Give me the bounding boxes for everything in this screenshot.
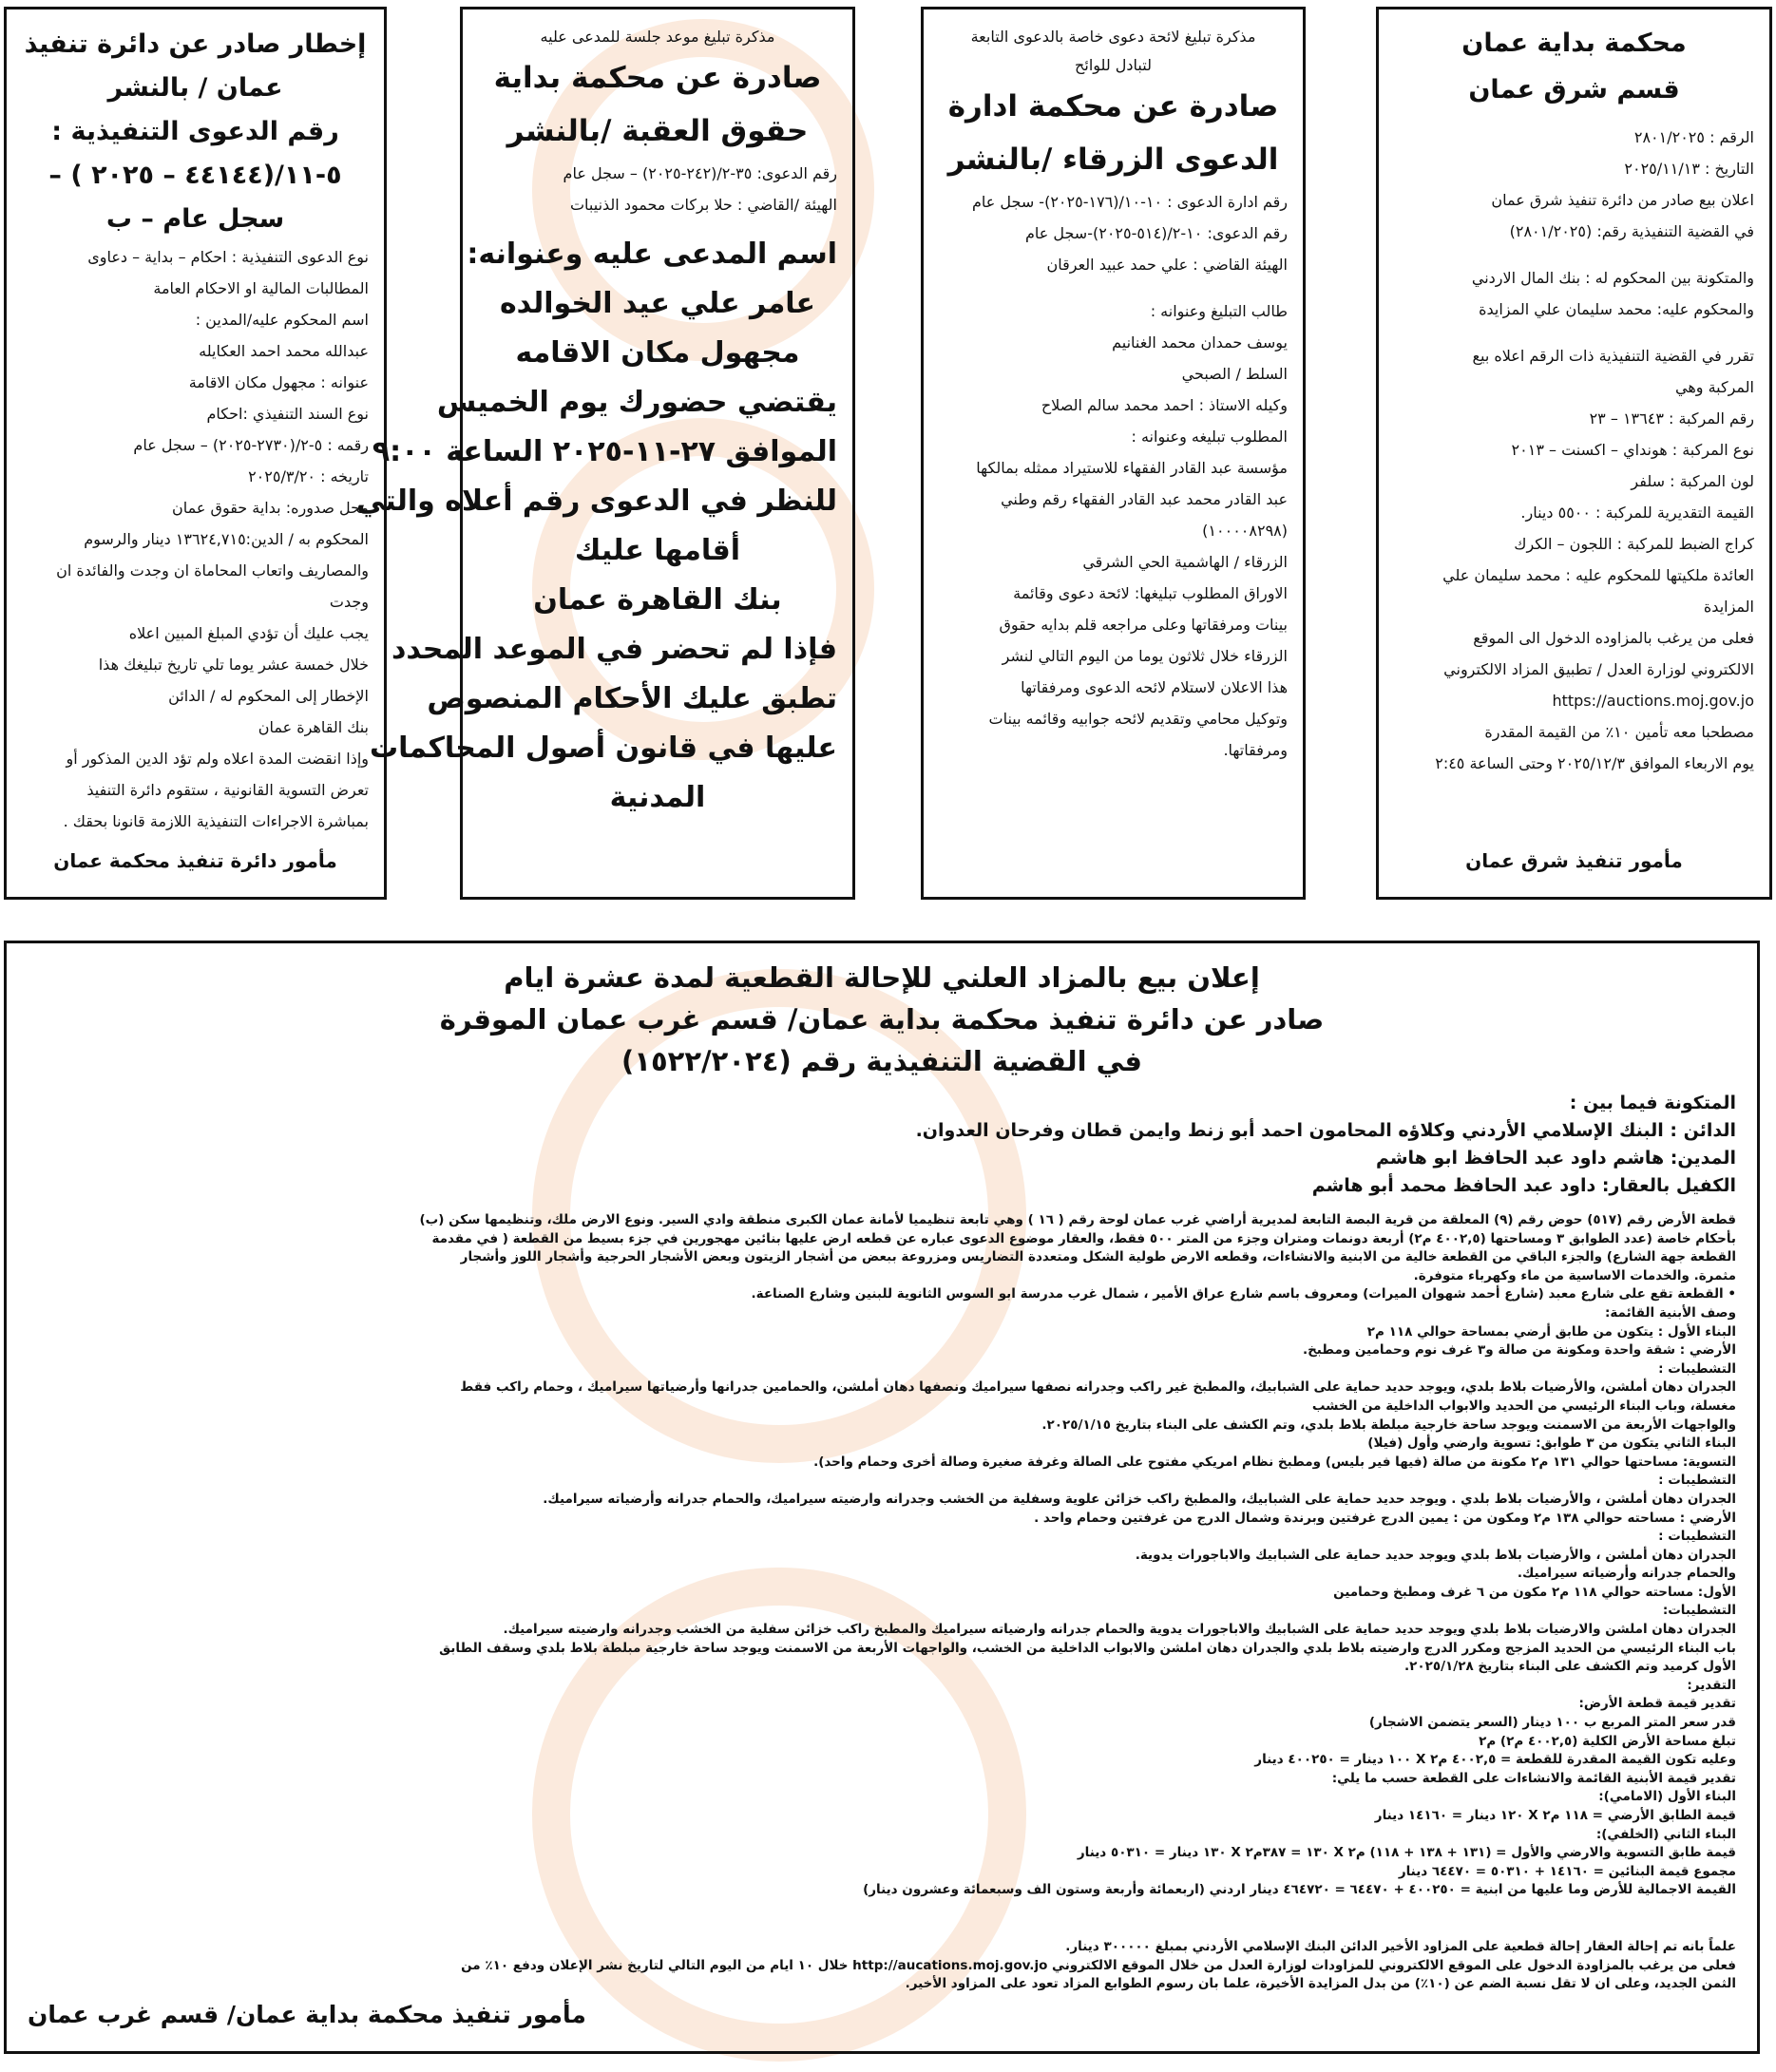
notice-line: محل صدوره: بداية حقوق عمان: [172, 499, 369, 517]
notice-line: والمصاريف واتعاب المحاماة ان وجدت والفائدة ان: [56, 561, 369, 580]
notice-line: رقم الدعوى: ٣٥-٢/(٢٤٢-٢٠٢٥) – سجل عام: [563, 164, 837, 182]
notice-titles: [28, 957, 1736, 1082]
notice-line: السلط / الصبحي: [1181, 365, 1288, 383]
notice-line: تقرر في القضية التنفيذية ذات الرقم اعلاه بيع: [1472, 347, 1754, 365]
detail-line: التقدير:: [1687, 1677, 1736, 1693]
notice-line: المحكوم به / الدين:١٣٦٢٤,٧١٥ دينار والرسوم: [84, 530, 369, 548]
notice-line: المركبة وهي: [1674, 378, 1754, 396]
notice-title: الدعوى الزرقاء /بالنشر: [947, 143, 1279, 177]
detail-line: باب البناء الرئيسي من الحديد المزجج ومكرر الدرج وارضيته بلاط بلدي والجدران دهان املشن والابواب الداخلية من الخشب، والواجهات الأربعة من الاسمنت ويوجد ساحة خارجية مبلطة بلاط بلدي وسقف الطابق: [439, 1640, 1736, 1656]
notice-line: مصطحبا معه تأمين ١٠٪ من القيمة المقدرة: [1484, 723, 1754, 741]
notice-line: بنك القاهرة عمان: [258, 718, 369, 736]
notice-line: وإذا انقضت المدة اعلاه ولم تؤد الدين المذكور أو: [66, 750, 369, 768]
notice-header: مذكرة تبليغ موعد جلسة للمدعى عليه: [540, 28, 775, 46]
signature: مأمور تنفيذ شرق عمان: [1465, 849, 1683, 872]
notice-big-line: يقتضي حضورك يوم الخميس: [436, 386, 837, 419]
notice-line: يوسف حمدان محمد الغنانيم: [1112, 333, 1288, 352]
detail-line: الأول: مساحته حوالي ١١٨ م٢ مكون من ٦ غرف ومطبخ وحمامين: [1333, 1584, 1736, 1600]
notice-big-line: الموافق ٢٧-١١-٢٠٢٥ الساعة ٩:٠٠: [372, 435, 837, 468]
notice-title: ٥-١١/(٤٤١٤٤ – ٢٠٢٥ ) –: [48, 161, 342, 190]
notice-title: صادر عن دائرة تنفيذ محكمة بداية عمان/ قسم غرب عمان الموقرة: [439, 1003, 1325, 1036]
notice-title: عمان / بالنشر: [107, 73, 283, 103]
detail-line: الأرضي : مساحته حوالي ١٣٨ م٢ ومكون من : يمين الدرج غرفتين وبرندة وشمال الدرج من غرفتين وحمام واحد .: [1034, 1510, 1736, 1526]
detail-line: مغسلة، وباب البناء الرئيسي من الحديد والابواب الداخلية من الخشب: [1311, 1397, 1736, 1414]
notice-line: العائدة ملكيتها للمحكوم عليه : محمد سليمان علي: [1442, 566, 1754, 584]
notice-headers: [939, 23, 1288, 80]
notice-amman-execution: [4, 7, 387, 900]
notice-big-line: للنظر في الدعوى رقم أعلاه والتي: [355, 485, 837, 518]
notice-line: يجب عليك أن تؤدي المبلغ المبين اعلاه: [128, 624, 369, 642]
detail-line: مجموع قيمة البنائين = ١٤١٦٠ + ٥٠٣١٠ = ٦٤٤٧٠ دينار: [1398, 1863, 1736, 1879]
detail-line: البناء الثاني (الخلفي):: [1595, 1826, 1736, 1842]
notice-titles: [478, 51, 837, 158]
notice-title: إعلان بيع بالمزاد العلني للإحالة القطعية لمدة عشرة ايام: [504, 961, 1260, 994]
notice-line: ومرفقاتها.: [1223, 741, 1288, 759]
notice-line: نوع الدعوى التنفيذية : احكام – بداية – دعاوى: [87, 248, 369, 266]
notice-line: وكيله الاستاذ : احمد محمد سالم الصلاح: [1041, 396, 1288, 414]
notice-line: رقم ادارة الدعوى : ١٠-١٠/(١٧٦-٢٠٢٥)- سجل عام: [971, 193, 1288, 211]
party-lines: [28, 1090, 1736, 1200]
notice-line: والمتكونة بين المحكوم له : بنك المال الاردني: [1471, 269, 1754, 287]
notice-line: وتوكيل محامي وتقديم لائحه جوابيه وقائمه بينات: [988, 710, 1288, 728]
notice-big-line: تطبق عليك الأحكام المنصوص: [427, 682, 837, 715]
notice-line: رقم المركبة : ١٣٦٤٣ – ٢٣: [1589, 409, 1754, 428]
closing-line: فعلى من يرغب بالمزاودة الدخول على الموقع الالكتروني للمزاودات لوزارة العدل من خلال الموقع الالكتروني http://aucations.moj.gov.jo خلال ١٠ ايام من اليوم التالي لتاريخ نشر الإعلان ودفع ١٠٪ من: [461, 1957, 1736, 1973]
notice-sale-east-amman: [1376, 7, 1772, 900]
party-line: الدائن : البنك الإسلامي الأردني وكلاؤه المحامون احمد أبو زنط وايمن قطان وفرحان العدوان.: [915, 1120, 1736, 1141]
notice-title: حقوق العقبة /بالنشر: [506, 114, 809, 148]
notice-auction-west-amman: [4, 941, 1760, 2054]
detail-line: وصف الأبنية القائمة:: [1604, 1304, 1736, 1321]
notice-big-line: المدنية: [609, 781, 706, 814]
notice-titles: [1394, 29, 1754, 105]
detail-line: الجدران دهان املشن والارضيات بلاط بلدي ويوجد حديد حماية على الشبابيك والاباجورات يدوية والحمام جدرانه وارضياته سيراميك والمطبخ راكب خزائن سفلية من الخشب وجدرانه وارضيته سيراميك.: [503, 1622, 1736, 1638]
notice-big-lines: [355, 230, 837, 823]
party-line: الكفيل بالعقار: داود عبد الحافظ محمد أبو هاشم: [1311, 1175, 1736, 1196]
notice-line: عبدالله محمد احمد العكايله: [199, 342, 369, 360]
notice-line: هذا الاعلان لاستلام لائحه الدعوى ومرفقاتها: [1021, 678, 1288, 696]
notice-title: محكمة بداية عمان: [1461, 29, 1687, 58]
notice-title: إخطار صادر عن دائرة تنفيذ: [24, 29, 367, 59]
notice-title: صادرة عن محكمة ادارة: [947, 89, 1279, 124]
notice-line: اسم المحكوم عليه/المدين :: [195, 311, 369, 329]
detail-line: الجدران دهان أملشن ، والأرضيات بلاط بلدي . ويوجد حديد حماية على الشبابيك، والمطبخ راكب خزائن علوية وسفلية من الخشب وجدرانه وارضيته سيراميك، والحمام جدرانه وأرضياته سيراميك.: [543, 1491, 1736, 1507]
detail-line: التشطيبات:: [1662, 1603, 1736, 1619]
notice-line: الالكتروني لوزارة العدل / تطبيق المزاد الالكتروني: [1443, 660, 1754, 678]
notice-line: الزرقاء / الهاشمية الحي الشرقي: [1082, 553, 1288, 571]
notice-line: نوع المركبة : هونداي – اكسنت – ٢٠١٣: [1511, 441, 1754, 459]
notice-big-line: أقامها عليك: [574, 534, 741, 567]
notice-lines: [939, 186, 1288, 766]
detail-line: • القطعة تقع على شارع معبد (شارع أحمد شهوان الميرات) ومعروف باسم شارع عراق الأمير ، شمال غرب مدرسة ابو السوس الثانوية للبنين وشارع الصناعة.: [751, 1286, 1736, 1302]
detail-line: قيمة طابق التسوية والارضي والأول = (١٣١ + ١٣٨ + ١١٨) م٢ X ١٣٠ = ٣٨٧م٢ X ١٣٠ دينار = ٥٠٣١٠ دينار: [1077, 1845, 1736, 1861]
notice-line: الهيئة القاضي : علي حمد عبيد العرقان: [1046, 256, 1288, 274]
detail-line: والواجهات الأربعة من الاسمنت ويوجد ساحة خارجية مبلطة بلاط بلدي، وتم الكشف على البناء بتاريخ ٢٠٢٥/١/١٥.: [1041, 1416, 1736, 1433]
notice-line: رقم الدعوى: ١٠-٢/(٥١٤-٢٠٢٥)-سجل عام: [1024, 224, 1288, 242]
notice-title: رقم الدعوى التنفيذية :: [51, 117, 339, 146]
notice-line: في القضية التنفيذية رقم: (٢٨٠١/٢٠٢٥): [1509, 222, 1754, 240]
notice-line: المطالبات المالية او الاحكام العامة: [153, 279, 369, 297]
detail-line: البناء الأول (الامامي):: [1598, 1789, 1736, 1805]
closing-line: الثمن الجديد، وعلى ان لا تقل نسبة الضم عن (١٠٪) من بدل المزايدة الأخيرة، علما بان رسوم الطوابع المزاد تعود على المزاود الأخير.: [905, 1976, 1736, 1992]
notice-big-line: عامر علي عيد الخوالده: [499, 287, 816, 320]
notice-header: لتبادل للوائح: [1075, 56, 1152, 74]
closing-line: علماً بانه تم إحالة العقار إحالة قطعية على المزاود الأخير الدائن البنك الإسلامي الأردني بمبلغ ٣٠٠٠٠٠ دينار.: [1065, 1938, 1736, 1954]
notice-line: وجدت: [329, 593, 369, 611]
notice-line: لون المركبة : سلفر: [1631, 472, 1754, 490]
notice-line: تاريخه : ٢٠٢٥/٣/٢٠: [248, 467, 369, 485]
notice-title: في القضية التنفيذية رقم (١٥٢٢/٢٠٢٤): [621, 1045, 1142, 1077]
notice-line: تعرض التسوية القانونية ، ستقوم دائرة التنفيذ: [86, 781, 369, 799]
detail-line: القيمة الاجمالية للأرض وما عليها من ابنية = ٤٠٠٢٥٠ + ٦٤٤٧٠ = ٤٦٤٧٢٠ دينار اردني (اربعمائة وأربعة وستون الف وسبعمائة وعشرون دينار): [863, 1882, 1736, 1898]
detail-line: مثمرة. والخدمات الاساسية من ماء وكهرباء متوفرة.: [1413, 1267, 1736, 1283]
detail-line: قطعة الأرض رقم (٥١٧) حوض رقم (٩) المعلقة من قرية البصة التابعة لمديرية أراضي غرب عمان لوحة رقم ( ١٦ ) وهي تابعة تنظيميا لأمانة عمان الكبرى منطقة وادي السير. ونوع الارض ملك، وتنظيمها سكن (ب): [419, 1212, 1736, 1227]
notice-line: https://auctions.moj.gov.jo: [1552, 692, 1754, 710]
notice-line: [1394, 247, 1754, 262]
notice-line: بمباشرة الاجراءات التنفيذية اللازمة قانونا بحقك .: [63, 812, 369, 830]
detail-line: تقدير قيمة الأبنية القائمة والانشاءات على القطعة حسب ما يلي:: [1331, 1770, 1736, 1786]
detail-line: البناء الثاني يتكون من ٣ طوابق: تسوية وارضي وأول (فيلا): [1367, 1435, 1736, 1452]
detail-line: التشطيبات :: [1658, 1473, 1736, 1489]
notice-line: نوع السند التنفيذي :احكام: [206, 405, 369, 423]
notice-line: الهيئة /القاضي : حلا بركات محمود الذنيبات: [569, 196, 837, 214]
notice-line: والمحكوم عليه: محمد سليمان علي المزايدة: [1479, 300, 1754, 318]
notice-line: بينات ومرفقاتها وعلى مراجعه قلم بدايه حقوق: [999, 616, 1288, 634]
detail-line: الأول كرميد وتم الكشف على البناء بتاريخ ٢٠٢٥/١/٢٨.: [1404, 1659, 1736, 1675]
notice-header: مذكرة تبليغ لائحة دعوى خاصة بالدعوى التابعة: [970, 28, 1256, 46]
notice-line: المزايدة: [1703, 598, 1754, 616]
notice-line: اعلان بيع صادر من دائرة تنفيذ شرق عمان: [1491, 191, 1754, 209]
detail-lines: [28, 1211, 1736, 1900]
notice-line: القيمة التقديرية للمركبة : ٥٥٠٠ دينار.: [1520, 504, 1754, 522]
detail-line: التشطيبات :: [1658, 1529, 1736, 1545]
notice-line: [1394, 325, 1754, 340]
notice-line: فعلى من يرغب بالمزاوده الدخول الى الموقع: [1473, 629, 1754, 647]
notice-titles: [22, 23, 369, 241]
notice-line: كراج الضبط للمركبة : اللجون – الكرك: [1514, 535, 1754, 553]
notice-line: الرقم : ٢٨٠١/٢٠٢٥: [1633, 128, 1754, 146]
notice-big-line: اسم المدعى عليه وعنوانه:: [467, 238, 837, 271]
notice-line: خلال خمسة عشر يوما تلي تاريخ تبليغك هذا: [98, 656, 369, 674]
party-line: المدين: هاشم داود عبد الحافظ ابو هاشم: [1375, 1148, 1736, 1169]
notice-lines: [1394, 122, 1754, 779]
notice-line: الزرقاء خلال ثلاثون يوما من اليوم التالي لنشر: [1002, 647, 1288, 665]
detail-line: الأرضي : شقة واحدة ومكونة من صالة و٣ غرف نوم وحمامين ومطبخ.: [1302, 1342, 1736, 1359]
notice-line: عبد القادر محمد عبد القادر الفقهاء رقم وطني: [1001, 490, 1288, 508]
notice-line: رقمه : ٥-٢/(٢٧٣٠-٢٠٢٥) – سجل عام: [133, 436, 369, 454]
detail-line: قدر سعر المتر المربع ب ١٠٠ دينار (السعر يتضمن الاشجار): [1368, 1715, 1736, 1731]
notice-big-line: فإذا لم تحضر في الموعد المحدد: [391, 633, 837, 666]
notice-line: الإخطار إلى المحكوم له / الدائن: [168, 687, 369, 705]
detail-line: بأحكام خاصة (عدد الطوابق ٣ ومساحتها (٤٠٠٢,٥ م٢) أربعة دونمات ومتران وجزء من المتر ٥٠٠ فقط، والعقار موضوع الدعوى عباره عن قطعه ارض عليها بنائين مهجورين في جزء بسيط من القطعة ( في مقدمة: [431, 1230, 1736, 1246]
closing-lines: [28, 1938, 1736, 1994]
notice-title: صادرة عن محكمة بداية: [493, 61, 822, 95]
notice-titles: [939, 80, 1288, 186]
detail-line: القطعة جهة الشارع) والجزء الباقي من القطعة خالية من الابنية والانشاءات، وقطعه الارض طولية الشكل ومتعددة التضاريس ومزروعة ببعض من أشجار الزيتون وبعض الأشجار الحرجية وأشجار اللوز وأشجار: [460, 1249, 1736, 1265]
notice-lines: [22, 241, 369, 837]
detail-line: التشطيبات :: [1658, 1360, 1736, 1377]
detail-line: والحمام جدرانه وأرضياته سيراميك.: [1517, 1566, 1736, 1582]
notice-line: طالب التبليغ وعنوانه :: [1150, 302, 1288, 320]
notice-zarqa-court: [921, 7, 1306, 900]
detail-line: قيمة الطابق الأرضي = ١١٨ م٢ X ١٢٠ دينار = ١٤١٦٠ دينار: [1374, 1808, 1736, 1823]
notice-title: قسم شرق عمان: [1468, 75, 1680, 105]
party-line: المتكونة فيما بين :: [1569, 1093, 1736, 1113]
detail-line: الجدران دهان أملشن ، والأرضيات بلاط بلدي ويوجد حديد حماية على الشبابيك والاباجورات يدوية.: [1135, 1547, 1736, 1563]
notice-line: يوم الاربعاء الموافق ٢٠٢٥/١٢/٣ وحتى الساعة ٢:٤٥: [1435, 754, 1754, 772]
notice-line: (١٠٠٠٠٨٢٩٨): [1202, 522, 1288, 540]
detail-line: تبلغ مساحة الأرض الكلية (٤٠٠٢,٥ م٢) م٢: [1479, 1733, 1736, 1749]
notice-line: مؤسسة عبد القادر الفقهاء للاستيراد ممثله بمالكها: [976, 459, 1288, 477]
notice-aqaba-court: [355, 7, 855, 900]
detail-line: وعليه تكون القيمة المقدرة للقطعة = ٤٠٠٢,٥ م٢ X ١٠٠ دينار = ٤٠٠٢٥٠ دينار: [1254, 1752, 1736, 1768]
notice-big-line: بنك القاهرة عمان: [533, 583, 782, 617]
detail-line: البناء الأول : يتكون من طابق أرضي بمساحة حوالي ١١٨ م٢: [1366, 1323, 1736, 1340]
detail-line: تقدير قيمة قطعة الأرض:: [1578, 1696, 1736, 1712]
notice-line: عنوانه : مجهول مكان الاقامة: [188, 373, 369, 391]
notice-title: سجل عام – ب: [105, 204, 285, 234]
signature: مأمور دائرة تنفيذ محكمة عمان: [53, 849, 337, 872]
notice-line: [939, 280, 1288, 295]
notice-big-line: مجهول مكان الاقامه: [515, 336, 800, 370]
notice-big-line: عليها في قانون أصول المحاكمات: [369, 732, 837, 765]
notice-line: المطلوب تبليغه وعنوانه :: [1131, 428, 1288, 446]
notice-line: الاوراق المطلوب تبليغها: لائحة دعوى وقائمة: [1013, 584, 1288, 602]
notice-line: التاريخ : ٢٠٢٥/١١/١٣: [1624, 160, 1754, 178]
notice-lines: [478, 158, 837, 220]
detail-line: التسوية: مساحتها حوالي ١٣١ م٢ مكونة من صالة (فيها فير بليس) ومطبخ نظام امريكي مفتوح على الصالة وغرفة صغيرة وصالة أخرى وحمام واحد).: [813, 1454, 1736, 1470]
detail-line: الجدران دهان أملشن، والأرضيات بلاط بلدي، ويوجد حديد حماية على الشبابيك، والمطبخ غير راكب وجدرانه نصفها سيراميك ونصفها دهان أملشن، والحمامين جدرانها وأرضياتها سيراميك ، وحمام راكب فقط: [460, 1379, 1736, 1396]
signature: مأمور تنفيذ محكمة بداية عمان/ قسم غرب عمان: [28, 2001, 586, 2028]
